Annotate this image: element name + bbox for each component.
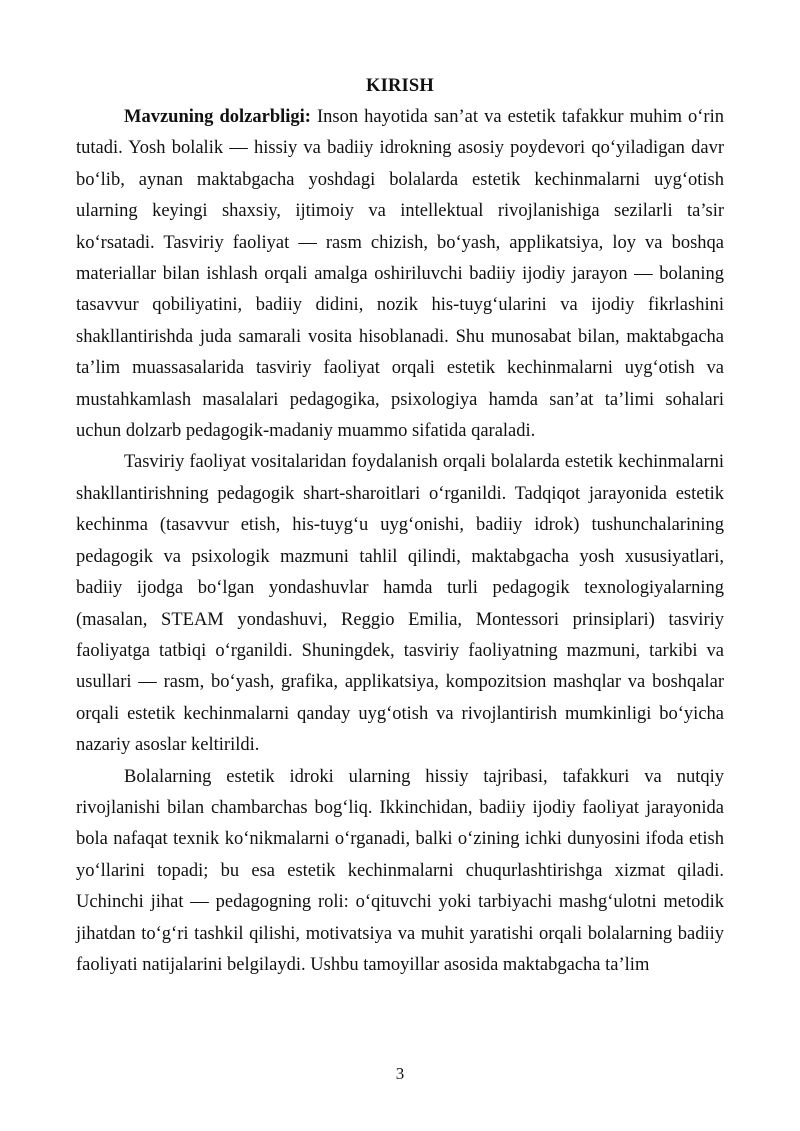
- paragraph-lead: Mavzuning dolzarbligi:: [124, 107, 311, 127]
- paragraph-relevance: [76, 102, 724, 447]
- paragraph-perception: [76, 762, 724, 982]
- page-number: 3: [395, 1064, 405, 1083]
- document-page: [76, 72, 724, 981]
- paragraph-study: [76, 447, 724, 761]
- paragraph-text: Bolalarning estetik idroki ularning hissiy tajribasi, tafakkuri va nutqiy rivojlanishi bilan chambarchas bog‘liq. Ikkinchidan, badiiy ijodiy faoliyat jarayonida bola nafaqat texnik ko‘nikmalarni o‘rganadi, balki o‘zining ichki dunyosini ifoda etish yo‘llarini topadi; bu esa estetik kechinmalarni chuqurlashtirishga xizmat qiladi. Uchinchi jihat — pedagogning roli: o‘qituvchi yoki tarbiyachi mashg‘ulotni metodik jihatdan to‘g‘ri tashkil qilishi, motivatsiya va muhit yaratishi orqali bolalarning badiiy faoliyati natijalarini belgilaydi. Ushbu tamoyillar asosida maktabgacha ta’lim: [76, 766, 724, 975]
- section-title: KIRISH: [365, 76, 435, 96]
- paragraph-text: Tasviriy faoliyat vositalaridan foydalanish orqali bolalarda estetik kechinmalarni shakllantirishning pedagogik shart-sharoitlari o‘rganildi. Tadqiqot jarayonida estetik kechinma (tasavvur etish, his-tuyg‘u uyg‘onishi, badiiy idrok) tushunchalarining pedagogik va psixologik mazmuni tahlil qilindi, maktabgacha yosh xususiyatlari, badiiy ijodga bo‘lgan yondashuvlar hamda turli pedagogik texnologiyalarning (masalan, STEAM yondashuvi, Reggio Emilia, Montessori prinsiplari) tasviriy faoliyatga tatbiqi o‘rganildi. Shuningdek, tasviriy faoliyatning mazmuni, tarkibi va usullari — rasm, bo‘yash, grafika, applikatsiya, kompozitsion mashqlar va boshqalar orqali estetik kechinmalarni qanday uyg‘otish va rivojlantirish mumkinligi bo‘yicha nazariy asoslar keltirildi.: [76, 452, 724, 756]
- paragraph-text: Inson hayotida san’at va estetik tafakkur muhim o‘rin tutadi. Yosh bolalik — hissiy va badiiy idrokning asosiy poydevori qo‘yiladigan davr bo‘lib, aynan maktabgacha yoshdagi bolalarda estetik kechinmalarni uyg‘otish ularning keyingi shaxsiy, ijtimoiy va intellektual rivojlanishiga sezilarli ta’sir ko‘rsatadi. Tasviriy faoliyat — rasm chizish, bo‘yash, applikatsiya, loy va boshqa materiallar bilan ishlash orqali amalga oshiriluvchi badiiy ijodiy jarayon — bolaning tasavvur qobiliyatini, badiiy didini, nozik his-tuyg‘ularini va ijodiy fikrlashini shakllantirishda juda samarali vosita hisoblanadi. Shu munosabat bilan, maktabgacha ta’lim muassasalarida tasviriy faoliyat orqali estetik kechinmalarni uyg‘otish va mustahkamlash masalalari pedagogika, psixologiya hamda san’at ta’limi sohalari uchun dolzarb pedagogik-madaniy muammo sifatida qaraladi.: [76, 107, 724, 442]
